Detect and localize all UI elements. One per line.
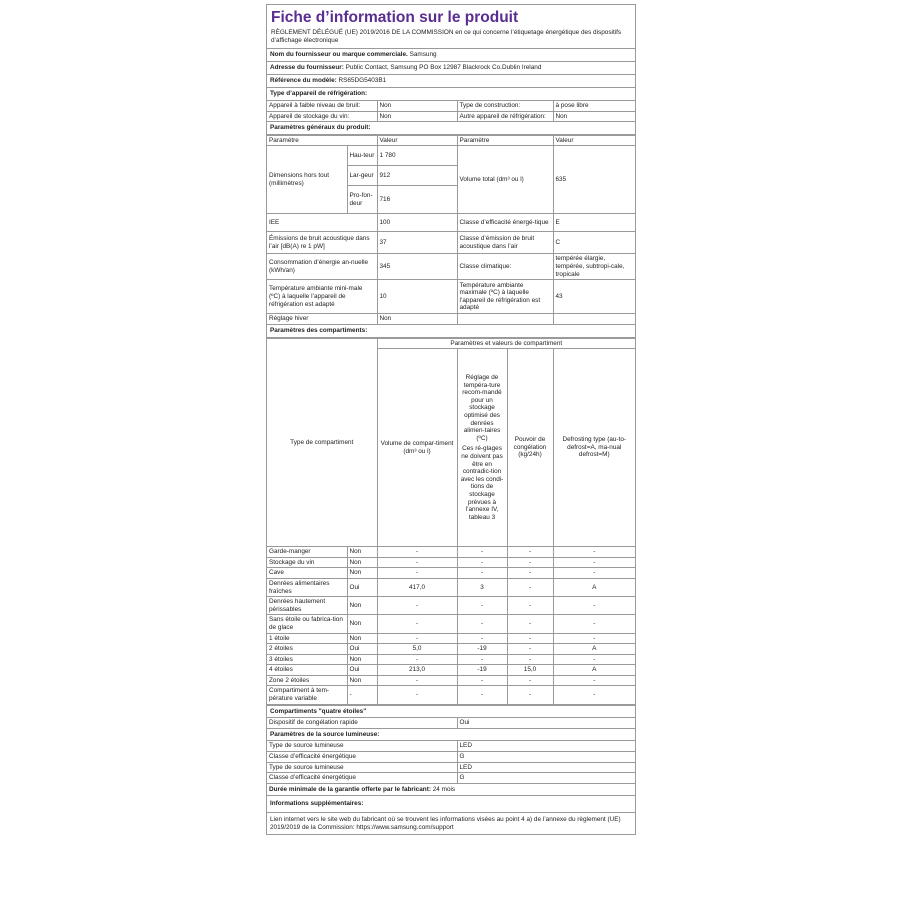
compartment-freeze: - [507,568,553,579]
compartment-present: Non [347,568,377,579]
light-value: G [457,752,635,763]
fast-freeze-label: Dispositif de congélation rapide [267,718,457,729]
compartment-volume: - [377,615,457,633]
model-value: RS65DG5403B1 [338,77,387,84]
compartment-temp: 3 [457,578,507,596]
model-row [267,75,635,88]
general-header-row [267,135,635,146]
compartment-temp-header [457,349,507,547]
general-param: Émissions de bruit acoustique dans l’air [dB(A) re 1 pW] [267,232,377,254]
compartment-row [267,654,635,665]
compartment-present: Non [347,547,377,558]
compartment-present: Oui [347,644,377,655]
address-value: Public Contact, Samsung PO Box 12987 Blackrock Co.Dublin Ireland [345,64,542,71]
compartment-name: Zone 2 étoiles [267,675,347,686]
light-value: LED [457,762,635,773]
compartment-name: Garde-manger [267,547,347,558]
compartment-type-header: Type de compartiment [267,338,377,547]
compartment-temp: -19 [457,644,507,655]
compartment-present: Non [347,597,377,615]
compartment-volume: 213,0 [377,665,457,676]
dimensions-label: Dimensions hors tout (millimètres) [267,146,347,214]
compartment-freeze: - [507,597,553,615]
light-value: LED [457,741,635,752]
total-volume-value: 635 [553,146,635,214]
compartment-name: 2 étoiles [267,644,347,655]
general-row [267,214,635,232]
general-param: Température ambiante mini-male (ºC) à laquelle l’appareil de réfrigération est adapté [267,280,377,314]
compartment-name: 1 étoile [267,633,347,644]
light-value: G [457,773,635,784]
value-header: Valeur [377,135,457,146]
type-label: Autre appareil de réfrigération: [457,111,553,122]
value-header: Valeur [553,135,635,146]
link-info [267,813,635,835]
winter-row [267,314,635,325]
compartment-name: Denrées hautement périssables [267,597,347,615]
compartment-defrost-header: Defrosting type (au-to-defrost=A, ma-nual defrost=M) [553,349,635,547]
compartment-freeze: - [507,654,553,665]
support-link[interactable]: https://www.samsung.com/support [356,823,454,831]
type-row [267,101,635,111]
general-value: C [553,232,635,254]
general-value: 345 [377,254,457,280]
link-text: Lien internet vers le site web du fabricant où se trouvent les informations visées au point 4 a) de l’annexe du règlement (UE) 2019/2019 de la Commission: [270,816,621,831]
compartment-defrost: - [553,675,635,686]
temp-header-note: Ces ré-glages ne doivent pas être en contradic-tion avec les condi-tions de stockage prévues à l’annexe IV, tableau 3 [460,445,504,521]
compartment-name: Stockage du vin [267,557,347,568]
model-label: Référence du modèle: [270,77,337,84]
sheet-title: Fiche d’information sur le produit [271,9,519,26]
compartment-volume: - [377,633,457,644]
compartment-name: Sans étoile ou fabrica-tion de glace [267,615,347,633]
address-row [267,62,635,75]
compartment-temp: - [457,547,507,558]
compartment-defrost: A [553,665,635,676]
light-label: Classe d’efficacité énergétique [267,752,457,763]
compartment-temp: - [457,686,507,704]
supplier-label: Nom du fournisseur ou marque commerciale. [270,51,408,58]
light-label: Classe d’efficacité énergétique [267,773,457,784]
general-param: Classe d’efficacité énergé-tique [457,214,553,232]
compartment-row [267,665,635,676]
compartment-volume: - [377,597,457,615]
compartment-row [267,675,635,686]
compartment-freeze: - [507,644,553,655]
compartment-freeze: - [507,615,553,633]
type-label: Appareil de stockage du vin: [267,111,377,122]
compartment-present: Oui [347,578,377,596]
compartment-temp: - [457,675,507,686]
additional-table [267,705,635,835]
compartment-name: 4 étoiles [267,665,347,676]
general-param: Température ambiante maximale (ºC) à laquelle l’appareil de réfrigération est adapté [457,280,553,314]
general-param: IEE [267,214,377,232]
compartment-temp: - [457,557,507,568]
appliance-type-table [267,101,635,135]
compartment-defrost: - [553,568,635,579]
general-row [267,254,635,280]
warranty-row [267,783,635,796]
compartment-volume: - [377,557,457,568]
temp-header-text: Réglage de tempéra-ture recom-mandé pour un stockage optimisé des denrées alimen-taires (ºC) [462,374,502,442]
compartment-present: Non [347,615,377,633]
compartment-defrost: - [553,686,635,704]
light-section-heading: Paramètres de la source lumineuse: [267,728,635,741]
compartment-defrost: - [553,615,635,633]
regulation-text: RÈGLEMENT DÉLÉGUÉ (UE) 2019/2016 DE LA COMMISSION en ce qui concerne l’étiquetage énergétique des dispositifs d’affichage électronique [267,29,635,49]
compartment-defrost: A [553,644,635,655]
general-param: Classe d’émission de bruit acoustique dans l’air [457,232,553,254]
compartment-defrost: - [553,547,635,558]
four-star-section-heading: Compartiments "quatre étoiles" [267,705,635,718]
compartment-row [267,597,635,615]
depth-label: Pro-fon-deur [347,186,377,214]
width-label: Lar-geur [347,166,377,186]
width-value: 912 [377,166,457,186]
compartment-defrost: A [553,578,635,596]
compartment-volume: - [377,547,457,558]
compartment-present: Oui [347,665,377,676]
compartment-row [267,633,635,644]
type-row [267,111,635,122]
compartment-present: Non [347,633,377,644]
compartment-row [267,568,635,579]
type-value: Non [377,101,457,111]
type-section-heading: Type d’appareil de réfrigération: [267,88,635,101]
compartment-present: Non [347,557,377,568]
type-value: Non [377,111,457,122]
total-volume-label: Volume total (dm³ ou l) [457,146,553,214]
compartment-section-heading: Paramètres des compartiments: [267,324,635,337]
compartment-present: - [347,686,377,704]
general-section-heading: Paramètres généraux du produit: [267,122,635,135]
type-value: Non [553,111,635,122]
supplier-value: Samsung [409,51,437,58]
general-value: 37 [377,232,457,254]
compartment-temp: - [457,568,507,579]
compartment-row [267,686,635,704]
compartment-row [267,557,635,568]
depth-value: 716 [377,186,457,214]
winter-value: Non [377,314,457,325]
compartment-defrost: - [553,633,635,644]
height-label: Hau-teur [347,146,377,166]
param-header: Paramètre [267,135,377,146]
warranty-label: Durée minimale de la garantie offerte par le fabricant: [269,785,431,793]
compartment-freeze: - [507,578,553,596]
compartment-volume: 417,0 [377,578,457,596]
compartment-row [267,644,635,655]
compartment-freeze: - [507,557,553,568]
compartment-group-header: Paramètres et valeurs de compartiment [377,338,635,349]
compartment-freeze: - [507,686,553,704]
height-value: 1 780 [377,146,457,166]
general-value: 10 [377,280,457,314]
product-information-sheet [266,4,636,835]
compartment-volume: - [377,686,457,704]
compartment-name: 3 étoiles [267,654,347,665]
compartment-temp: - [457,597,507,615]
general-value: 43 [553,280,635,314]
light-label: Type de source lumineuse [267,762,457,773]
compartment-defrost: - [553,654,635,665]
compartment-rows [267,547,635,705]
compartment-name: Denrées alimentaires fraîches [267,578,347,596]
compartment-volume-header: Volume de compar-timent (dm³ ou l) [377,349,457,547]
param-header: Paramètre [457,135,553,146]
compartment-present: Non [347,654,377,665]
type-value: à pose libre [553,101,635,111]
compartment-freeze-header: Pouvoir de congélation (kg/24h) [507,349,553,547]
compartment-freeze: - [507,633,553,644]
light-label: Type de source lumineuse [267,741,457,752]
compartment-temp: - [457,615,507,633]
compartment-row [267,578,635,596]
compartment-volume: 5,0 [377,644,457,655]
compartment-name: Cave [267,568,347,579]
general-parameters-table [267,135,635,338]
compartment-volume: - [377,568,457,579]
fast-freeze-value: Oui [457,718,635,729]
winter-label: Réglage hiver [267,314,377,325]
address-label: Adresse du fournisseur: [270,64,344,71]
general-value: tempérée élargie, tempérée, subtropi-cale, tropicale [553,254,635,280]
general-value: 100 [377,214,457,232]
supplier-row [267,49,635,62]
compartment-temp: - [457,633,507,644]
warranty-value: 24 mois [432,785,456,793]
compartment-freeze: - [507,547,553,558]
general-value: E [553,214,635,232]
compartment-volume: - [377,654,457,665]
compartment-freeze: - [507,675,553,686]
compartment-name: Compartiment à tem-pérature variable [267,686,347,704]
compartment-freeze: 15,0 [507,665,553,676]
general-param: Consommation d’énergie an-nuelle (kWh/an) [267,254,377,280]
general-param: Classe climatique: [457,254,553,280]
extra-section-heading: Informations supplémentaires: [267,796,635,813]
type-label: Appareil à faible niveau de bruit: [267,101,377,111]
general-row [267,280,635,314]
compartment-row [267,615,635,633]
compartment-volume: - [377,675,457,686]
compartment-defrost: - [553,597,635,615]
compartment-defrost: - [553,557,635,568]
compartment-present: Non [347,675,377,686]
general-row [267,232,635,254]
type-label: Type de construction: [457,101,553,111]
compartments-table [267,338,635,705]
compartment-row [267,547,635,558]
compartment-temp: -19 [457,665,507,676]
compartment-temp: - [457,654,507,665]
